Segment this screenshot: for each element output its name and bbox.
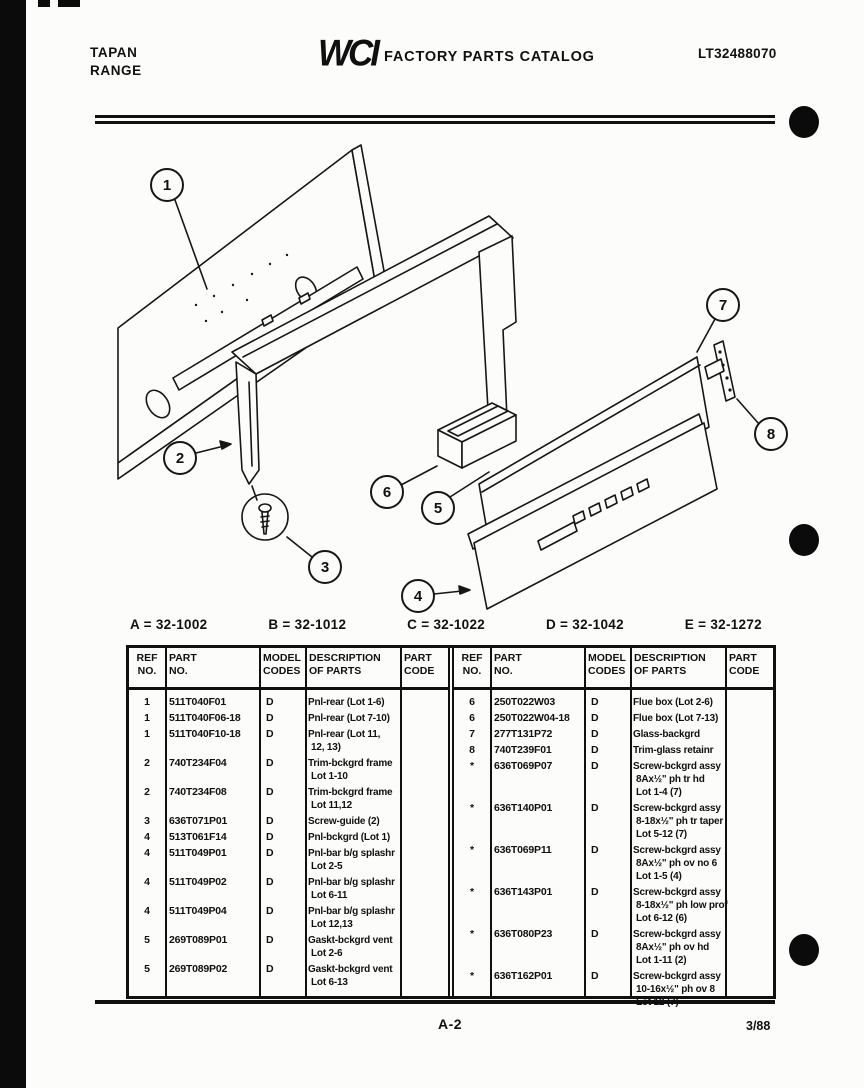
part-code-cell [725, 760, 773, 799]
part-no-cell: 511T040F06-18 [169, 712, 241, 724]
model-code-cell: D [266, 786, 274, 798]
callout-7: 7 [718, 297, 728, 314]
ref-no-cell: * [469, 802, 475, 814]
table-row [454, 844, 773, 883]
ref-no-cell: 6 [469, 712, 475, 724]
description-cell: Pnl-rear (Lot 11, 12, 13) [308, 729, 381, 753]
brand-name [90, 44, 142, 80]
part-code-cell [400, 905, 448, 931]
description-cell: Screw-bckgrd assy 8-18x½" ph tr taper Lot 5-12 (7) [633, 803, 724, 840]
ref-no-cell: 8 [469, 744, 475, 756]
callout-3: 3 [320, 559, 330, 576]
wci-logo: WCI [318, 33, 378, 74]
table-row [129, 757, 448, 783]
parts-table-right [454, 648, 773, 996]
part-code-cell [400, 876, 448, 902]
brand-line-1: TAPAN [90, 45, 138, 60]
table-row [129, 934, 448, 960]
scan-mark [38, 0, 50, 7]
description-cell: Pnl-bar b/g splashr Lot 12,13 [308, 906, 395, 930]
glass-retainer-part [705, 341, 735, 401]
model-code-cell: D [266, 696, 274, 708]
model-code-a: A = 32-1002 [130, 617, 208, 632]
model-code-cell: D [266, 847, 274, 859]
header-divider [95, 115, 775, 124]
table-body-left [129, 693, 448, 996]
part-code-cell [400, 696, 448, 709]
part-code-cell [725, 802, 773, 841]
exploded-parts-diagram [0, 140, 864, 618]
brand-line-2: RANGE [90, 63, 142, 79]
description-cell: Screw-bckgrd assy 8Ax½" ph tr hd Lot 1-4 (7) [633, 761, 721, 798]
part-code-cell [725, 712, 773, 725]
part-code-cell [400, 712, 448, 725]
table-row [454, 728, 773, 741]
ref-no-cell: * [469, 928, 475, 940]
description-cell: Flue box (Lot 2-6) [633, 697, 713, 708]
flue-box-part [438, 403, 516, 468]
table-row [454, 744, 773, 757]
model-code-cell: D [591, 712, 599, 724]
model-code-cell: D [591, 802, 599, 814]
document-number: LT32488070 [698, 46, 777, 61]
part-code-cell [725, 744, 773, 757]
callout-4: 4 [413, 588, 423, 605]
model-code-e: E = 32-1272 [684, 617, 762, 632]
part-no-cell: 277T131P72 [494, 728, 553, 740]
model-code-cell: D [591, 970, 599, 982]
part-no-cell: 636T140P01 [494, 802, 553, 814]
part-no-cell: 511T049P02 [169, 876, 227, 888]
ref-no-cell: 3 [144, 815, 150, 827]
model-code-cell: D [591, 886, 599, 898]
part-code-cell [725, 696, 773, 709]
table-header [454, 648, 773, 690]
part-code-cell [725, 728, 773, 741]
description-cell: Trim-bckgrd frame Lot 11,12 [308, 787, 393, 811]
description-cell: Pnl-rear (Lot 7-10) [308, 713, 390, 724]
description-cell: Screw-bckgrd assy 8Ax½" ph ov hd Lot 1-11 (2) [633, 929, 721, 966]
description-cell: Flue box (Lot 7-13) [633, 713, 719, 724]
model-code-cell: D [266, 831, 274, 843]
table-row [454, 696, 773, 709]
col-header-ref: REF NO. [461, 652, 483, 678]
table-row [129, 963, 448, 989]
ref-no-cell: * [469, 970, 475, 982]
model-code-cell: D [266, 728, 274, 740]
col-header-part: PART NO. [494, 652, 522, 678]
model-code-d: D = 32-1042 [545, 617, 624, 632]
scan-mark [58, 0, 80, 7]
table-row [129, 905, 448, 931]
part-code-cell [400, 728, 448, 754]
registration-dot [789, 106, 819, 138]
part-code-cell [725, 844, 773, 883]
part-no-cell: 636T071P01 [169, 815, 228, 827]
model-code-cell: D [266, 876, 274, 888]
part-code-cell [725, 886, 773, 925]
page-number: A-2 [437, 1016, 463, 1032]
description-cell: Screw-bckgrd assy 8-18x½" ph low prof Lot 6-12 (6) [633, 887, 728, 924]
callout-2: 2 [175, 450, 185, 467]
col-header-part: PART NO. [169, 652, 197, 678]
description-cell: Trim-bckgrd frame Lot 1-10 [308, 758, 393, 782]
diagram-drawing [0, 140, 864, 618]
catalog-title: FACTORY PARTS CATALOG [384, 48, 595, 65]
part-code-cell [400, 847, 448, 873]
model-code-cell: D [591, 728, 599, 740]
part-no-cell: 740T234F08 [169, 786, 227, 798]
model-code-cell: D [591, 844, 599, 856]
description-cell: Screw-bckgrd assy 8Ax½" ph ov no 6 Lot 1-5 (4) [633, 845, 721, 882]
table-row [129, 712, 448, 725]
description-cell: Screw-bckgrd assy 10-16x½" ph ov 8 [633, 971, 721, 995]
part-no-cell: 511T040F10-18 [169, 728, 241, 740]
registration-dot [789, 934, 819, 966]
footer-divider [95, 1000, 775, 1004]
table-row [129, 847, 448, 873]
ref-no-cell: 2 [144, 757, 150, 769]
model-code-cell: D [266, 712, 274, 724]
table-row [129, 786, 448, 812]
part-no-cell: 636T162P01 [494, 970, 553, 982]
ref-no-cell: 5 [144, 963, 150, 975]
description-cell: Screw-guide (2) [308, 816, 380, 827]
col-header-ref: REF NO. [136, 652, 158, 678]
ref-no-cell: * [469, 760, 475, 772]
part-no-cell: 636T080P23 [494, 928, 553, 940]
ref-no-cell: 4 [144, 847, 150, 859]
model-code-cell: D [266, 905, 274, 917]
description-cell: Gaskt-bckgrd vent Lot 6-13 [308, 964, 393, 988]
model-code-cell: D [591, 928, 599, 940]
callout-1: 1 [162, 177, 172, 194]
col-header-code: PART CODE [404, 652, 435, 678]
col-header-code: PART CODE [729, 652, 760, 678]
part-code-cell [400, 815, 448, 828]
ref-no-cell: 7 [469, 728, 475, 740]
part-no-cell: 269T089P02 [169, 963, 228, 975]
part-no-cell: 636T143P01 [494, 886, 553, 898]
description-cell: Pnl-bar b/g splashr Lot 6-11 [308, 877, 395, 901]
description-cell: Pnl-bar b/g splashr Lot 2-5 [308, 848, 395, 872]
part-no-cell: 511T049P01 [169, 847, 227, 859]
description-cell: Glass-backgrd [633, 729, 700, 740]
part-no-cell: 513T061F14 [169, 831, 227, 843]
part-no-cell: 511T049P04 [169, 905, 227, 917]
table-row [454, 760, 773, 799]
col-header-description: DESCRIPTION OF PARTS [634, 652, 706, 678]
date-code: 3/88 [746, 1019, 771, 1033]
part-code-cell [400, 934, 448, 960]
model-code-cell: D [266, 934, 274, 946]
ref-no-cell: 4 [144, 905, 150, 917]
callout-8: 8 [766, 426, 776, 443]
model-code-cell: D [266, 757, 274, 769]
table-row [129, 831, 448, 844]
description-cell: Pnl-rear (Lot 1-6) [308, 697, 385, 708]
parts-table-left [129, 648, 448, 996]
part-no-cell: 250T022W04-18 [494, 712, 570, 724]
part-no-cell: 740T239F01 [494, 744, 552, 756]
table-header [129, 648, 448, 690]
model-code-c: C = 32-1022 [407, 617, 486, 632]
model-code-cell: D [591, 696, 599, 708]
model-code-cell: D [591, 760, 599, 772]
table-row [129, 728, 448, 754]
model-code-cell: D [591, 744, 599, 756]
model-code-legend [130, 617, 762, 632]
part-no-cell: 269T089P01 [169, 934, 228, 946]
description-cell: Gaskt-bckgrd vent Lot 2-6 [308, 935, 393, 959]
ref-no-cell: 1 [144, 728, 150, 740]
description-cell: Pnl-bckgrd (Lot 1) [308, 832, 390, 843]
table-row [129, 815, 448, 828]
part-no-cell: 636T069P07 [494, 760, 553, 772]
callout-6: 6 [382, 484, 392, 501]
ref-no-cell: * [469, 886, 475, 898]
part-no-cell: 740T234F04 [169, 757, 227, 769]
screw-part [242, 494, 288, 540]
table-row [129, 876, 448, 902]
ref-no-cell: 1 [144, 712, 150, 724]
table-row [454, 928, 773, 967]
ref-no-cell: 2 [144, 786, 150, 798]
part-no-cell: 250T022W03 [494, 696, 556, 708]
ref-no-cell: 6 [469, 696, 475, 708]
part-no-cell: 636T069P11 [494, 844, 552, 856]
callout-5: 5 [433, 500, 443, 517]
table-row [454, 712, 773, 725]
ref-no-cell: 1 [144, 696, 150, 708]
model-code-cell: D [266, 963, 274, 975]
col-header-model: MODEL CODES [588, 652, 626, 678]
parts-table [126, 645, 776, 999]
model-code-cell: D [266, 815, 274, 827]
part-no-cell: 511T040F01 [169, 696, 226, 708]
ref-no-cell: 4 [144, 876, 150, 888]
catalog-masthead [318, 33, 595, 74]
part-code-cell [400, 757, 448, 783]
part-code-cell [400, 786, 448, 812]
ref-no-cell: 5 [144, 934, 150, 946]
description-cell: Trim-glass retainr [633, 745, 714, 756]
ref-no-cell: 4 [144, 831, 150, 843]
part-code-cell [400, 831, 448, 844]
table-row [454, 886, 773, 925]
part-code-cell [725, 928, 773, 967]
table-row [129, 696, 448, 709]
part-code-cell [400, 963, 448, 989]
model-code-b: B = 32-1012 [268, 617, 347, 632]
col-header-description: DESCRIPTION OF PARTS [309, 652, 381, 678]
table-body-right [454, 693, 773, 996]
table-row [454, 802, 773, 841]
ref-no-cell: * [469, 844, 475, 856]
col-header-model: MODEL CODES [263, 652, 301, 678]
